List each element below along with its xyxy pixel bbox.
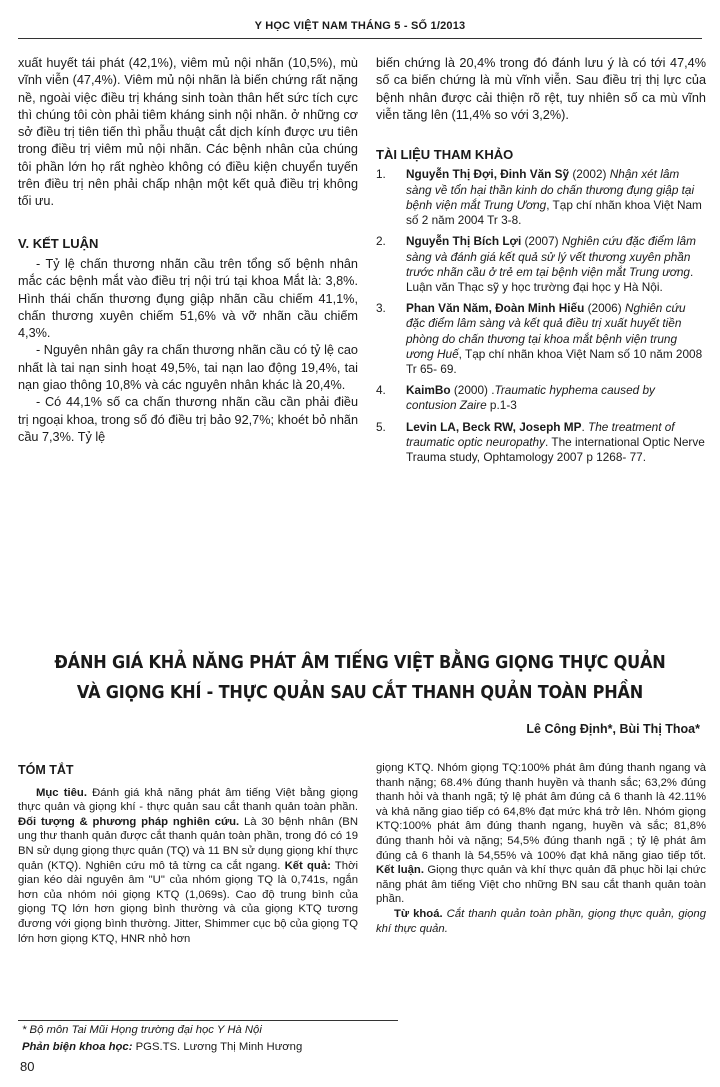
reference-source: . Luận văn Thạc sỹ y học trường đại học y Hà Nội.	[406, 264, 694, 294]
left-column-top	[18, 55, 358, 446]
reference-title: Nhận xét lâm sàng về tổn hại thần kinh do chấn thương đụng giập tại bệnh viện mắt Trung Ương	[406, 167, 695, 212]
reference-title: Traumatic hyphema caused by contusion Zaire	[406, 383, 655, 413]
reference-source: . The international Optic Nerve Trauma study, Ophtamology 2007 p 1268- 77.	[406, 434, 705, 464]
reference-item	[376, 420, 706, 466]
results-label: Kết quả:	[280, 859, 331, 872]
objective-text: Đánh giá khả năng phát âm tiếng Việt bằng giọng thực quản và giọng khí - thực quản sau cắt thanh quản toàn phần.	[18, 786, 358, 814]
footnote-rule	[18, 1020, 398, 1021]
reference-title: Nghiên cứu đặc điểm lâm sàng và đánh giá kết quả sử lý vết thương xuyên phần trước nhãn cầu ở trẻ em tại bệnh viện mắt Trung ương	[406, 234, 696, 279]
reference-number: 3.	[376, 301, 386, 316]
reference-item	[376, 383, 706, 413]
article-title-line-1: ĐÁNH GIÁ KHẢ NĂNG PHÁT ÂM TIẾNG VIỆT BẰNG GIỌNG THỰC QUẢN	[54, 653, 666, 673]
reference-authors: Levin LA, Beck RW, Joseph MP	[406, 419, 582, 434]
reviewer-line	[22, 1041, 302, 1053]
article-title-line-2: VÀ GIỌNG KHÍ - THỰC QUẢN SAU CẮT THANH QUẢN TOÀN PHẦN	[76, 683, 644, 703]
reference-item	[376, 234, 706, 295]
header-rule	[18, 38, 702, 39]
author-affiliation: * Bộ môn Tai Mũi Họng trường đại học Y Hà Nội	[22, 1024, 262, 1036]
abstract-heading: TÓM TẮT	[18, 763, 74, 777]
conclusion-item-3: - Có 44,1% số ca chấn thương nhãn cầu cần phải điều trị ngoại khoa, trong số đó điều trị bảo 92,7%; khoét bỏ nhãn cầu 7,3%. Tỷ lệ	[18, 395, 358, 444]
reference-authors: Nguyễn Thị Đợi, Đinh Văn Sỹ	[406, 167, 570, 182]
abstract-left-column	[18, 763, 358, 946]
journal-header: Y HỌC VIỆT NAM THÁNG 5 - SỐ 1/2013	[254, 20, 466, 32]
references-list	[376, 167, 706, 465]
keywords-text: Cắt thanh quản toàn phần, giọng thực quản, giọng khí thực quản.	[376, 907, 706, 935]
article-title	[29, 648, 691, 708]
abstract-right-column	[376, 761, 706, 936]
results-text: Thời gian kéo dài nguyên âm "U" của nhóm giọng TQ là 0,741s, ngắn hơn của nhóm nói giọng KTQ (1,069s). Cao độ trung bình của giọng TQ lớn hơn giọng bình thường và của giọng KTQ tương đương với giọng bình thường. Jitter, Shimmer cục bộ của giọng TQ lớn hơn giọng KTQ, HNR nhỏ hơn	[18, 859, 358, 945]
reviewer-label: Phản biện khoa học:	[22, 1041, 133, 1053]
reference-year: (2006)	[584, 301, 625, 316]
reference-item	[376, 301, 706, 377]
conclusion-text: Giọng thực quản và khí thực quản đã phục hồi lại chức năng phát âm tiếng Việt cho những BN sau cắt thanh quản toàn phần.	[376, 864, 707, 906]
objective-label: Mục tiêu.	[36, 786, 87, 799]
reference-number: 2.	[376, 234, 386, 249]
reference-item	[376, 167, 706, 228]
reference-source: p.1-3	[486, 398, 517, 413]
keywords-label: Từ khoá.	[394, 907, 443, 920]
right-column-top	[376, 55, 706, 471]
reference-authors: Phan Văn Năm, Đoàn Minh Hiếu	[406, 301, 585, 316]
conclusion-label: Kết luận.	[376, 864, 424, 877]
reference-number: 1.	[376, 167, 386, 182]
keywords	[376, 907, 706, 936]
results-text-continued: giọng KTQ. Nhóm giọng TQ:100% phát âm đúng thanh ngang và thanh nặng; 68.4% đúng thanh huyền và thanh sắc; 63,2% đúng thanh hỏi và thanh ngã; tỷ lệ phát âm đúng cả 6 thanh là 42.11% và khả năng giao tiếp có 64,8% đạt mức khá trở lên. Nhóm giọng KTQ:100% phát âm đúng thanh ngang, huyền và sắc; 81,8% đúng thanh hỏi và nặng; 54,5% đúng thanh ngã ; tỷ lệ phát âm đúng cả 6 thanh là 54,55% và 100% đạt khả năng giao tiếp tốt.	[376, 762, 706, 862]
reference-authors: Nguyễn Thị Bích Lợi	[406, 234, 522, 249]
reference-title: The treatment of traumatic optic neuropathy	[406, 419, 675, 449]
reference-source: , Tạp chí nhãn khoa Việt Nam số 10 năm 2008 Tr 65- 69.	[406, 346, 703, 376]
abstract-body-continued	[376, 761, 706, 907]
conclusion-heading: V. KẾT LUẬN	[18, 235, 99, 251]
reference-year: (2007)	[521, 234, 562, 249]
reviewer-name: PGS.TS. Lương Thị Minh Hương	[132, 1041, 303, 1053]
reference-year: .	[581, 419, 589, 434]
references-heading: TÀI LIỆU THAM KHẢO	[376, 147, 514, 163]
page-number: 80	[20, 1059, 35, 1074]
complication-paragraph: biến chứng là 20,4% trong đó đánh lưu ý là có tới 47,4% số ca biến chứng là mù vĩnh viễn. Sau điều trị thị lực của bệnh nhân được cải thiện rõ rệt, tuy nhiên số ca mù vĩnh viễn tăng lên (11,4% so với 3,2%).	[376, 56, 706, 122]
discussion-paragraph: xuất huyết tái phát (42,1%), viêm mủ nội nhãn (10,5%), mù vĩnh viễn (47,4%). Viêm mủ nội nhãn là biến chứng rất nặng nề, ngoài việc điều trị kháng sinh toàn thân hết sức tích cực thì chúng tôi còn phải tiêm kháng sinh nội nhãn. ở những cơ sở điều trị tiên tiến thì phẫu thuật cắt dịch kính được ưu tiên trong điều trị viêm mủ nội nhãn. Các bệnh nhân của chúng tôi phần lớn họ rất nghèo không có điều kiện chuyển tuyến trên điều trị nên phải chấp nhận một kết quả điều trị không tối ưu.	[18, 56, 358, 209]
reference-number: 4.	[376, 383, 386, 398]
reference-source: , Tạp chí nhãn khoa Việt Nam số 2 năm 2004 Tr 3-8.	[406, 197, 702, 228]
conclusion-item-1: - Tỷ lệ chấn thương nhãn cầu trên tổng số bệnh nhân mắc các bệnh mắt vào điều trị nội trú tại khoa Mắt là: 3,8%. Hình thái chấn thương đụng giập nhãn cầu chiếm 41,1%, chấn thương xuyên chiếm 51,6% và vỡ nhãn cầu chiếm 4,3%.	[18, 256, 358, 341]
reference-number: 5.	[376, 419, 386, 434]
reference-authors: KaimBo	[406, 383, 451, 398]
methods-text: Là 30 bệnh nhân (BN ung thư thanh quản được cắt thanh quản toàn phần, trong đó có 19 BN sử dụng giọng thực quản (TQ) và 11 BN sử dụng giọng khí thực quản (KTQ). Nghiên cứu mô tả từng ca cắt ngang.	[18, 815, 358, 872]
reference-year: (2002)	[569, 167, 610, 182]
reference-title: Nghiên cứu đặc điểm lâm sàng và kết quả điều trị xuất huyết tiền phòng do chấn thương tại khoa mắt bệnh viện trung ương Huế	[406, 301, 686, 361]
article-authors: Lê Công Định*, Bùi Thị Thoa*	[526, 722, 700, 736]
reference-year: (2000) .	[450, 383, 495, 398]
conclusion-item-2: - Nguyên nhân gây ra chấn thương nhãn cầu có tỷ lệ cao nhất là tai nạn sinh hoạt 49,5%, tai nạn lao động 19,4%, tai nạn giao thông 10,8% và các nguyên nhân khác là 20,4%.	[18, 343, 358, 393]
methods-label: Đối tượng & phương pháp nghiên cứu.	[18, 815, 240, 828]
abstract-body	[18, 786, 358, 947]
